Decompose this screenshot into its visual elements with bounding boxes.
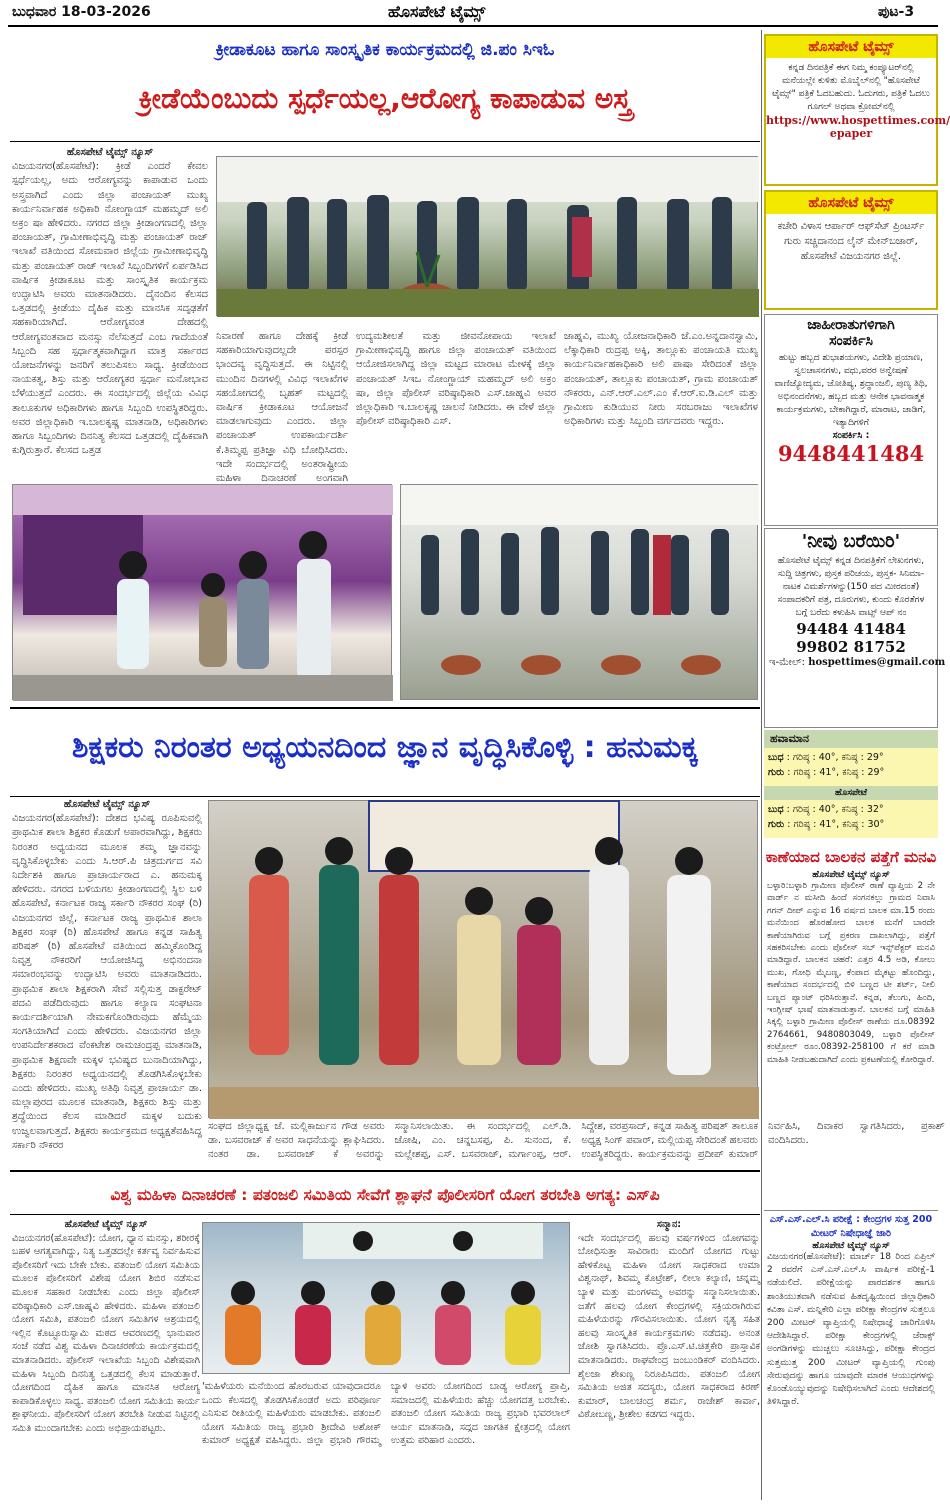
weather-row: ಬುಧ : ಗರಿಷ್ಠ : 40°, ಕನಿಷ್ಠ : 32° [768, 804, 884, 815]
masthead-rule [8, 25, 938, 27]
story1-byline: ಹೊಸಪೇಟೆ ಟೈಮ್ಸ್ ನ್ಯೂಸ್ [66, 147, 154, 158]
weather-rows [764, 748, 938, 786]
story1-headline: ಕ್ರೀಡೆಯೆಂಬುದು ಸ್ಪರ್ಧೆಯಲ್ಲ,ಆರೋಗ್ಯ ಕಾಪಾಡುವ ಅಸ್ತ್ರ [138, 82, 632, 115]
photo-felicitation-art [209, 801, 759, 1119]
you-write-box [764, 528, 946, 728]
story1-bottom-rule [10, 707, 760, 709]
you-write-phone-1[interactable]: 94484 41484 [796, 620, 906, 638]
missing-title: ಕಾಣೆಯಾದ ಬಾಲಕನ ಪತ್ತೆಗೆ ಮನವಿ [765, 848, 937, 866]
email-row [765, 656, 946, 668]
printer-box [764, 190, 938, 310]
weather-rows-2 [764, 800, 938, 838]
photo-sports-inauguration-art [217, 157, 759, 317]
paper-name: ಹೊಸಪೇಟೆ ಟೈಮ್ಸ್ [388, 2, 486, 21]
story1-headline-rule [10, 141, 760, 142]
exam-title: ಎಸ್.ಎಸ್.ಎಲ್.ಸಿ ಪರೀಕ್ಷೆ : ಕೇಂದ್ರಗಳ ಸುತ್ತ 200 ಮೀಟರ್ ನಿಷೇಧಾಜ್ಞೆ ಜಾರಿ [769, 1214, 933, 1239]
story2-caption: ಸಂಘದ ಜಿಲ್ಲಾಧ್ಯಕ್ಷ ಜೆ. ಮಲ್ಲಿಕಾರ್ಜುನ ಗೌಡ ಅವರು ಡಾ. ಬಸವರಾಜ್ ಕೆ ಅವರ ಸಾಧನೆಯನ್ನು ಶ್ಲಾಘಿಸಿದರು. ನಂತರ ಡಾ. ಬಸವರಾಜ್ ಕೆ ಅವರನ್ನು ಸನ್ಮಾನಿಸಲಾಯಿತು. ಈ ಸಂದರ್ಭದಲ್ಲಿ ಎಲ್.ಡಿ. ಜೋಷಿ, ಎಂ. ಚನ್ನಬಸಪ್ಪ, ಪಿ. ಸುನಂದ, ಕೆ. ಮಲ್ಲೇಶಪ್ಪ, ಎಸ್. ಬಸವರಾಜ್, ಮರ್ಗಾಂಪ್ಪ, ಆರ್. ಸಿದ್ದೇಶ, ವರಪ್ರಸಾದ್, ಕನ್ನಡ ಸಾಹಿತ್ಯ ಪರಿಷತ್ ತಾಲೂಕ ಅಧ್ಯಕ್ಷ ಸಿಂಗ್ ಪವಾರ್, ಮಲ್ಲಿಯಪ್ಪ ಸೇರಿದಂತೆ ಹಲವರು ಉಪಸ್ಥಿತರಿದ್ದರು. ಕಾರ್ಯಕ್ರಮವನ್ನು ಪ್ರದೀಪ್ ಕುಮಾರ್ ನಿರ್ವಹಿಸಿ, ದಿವಾಕರ ಸ್ವಾಗತಿಸಿದರು, ಪ್ರಕಾಶ್ ವಂದಿಸಿದರು. [208, 1121, 945, 1160]
missing-text: ಬಳ್ಳಾರಿ:ಬಳ್ಳಾರಿ ಗ್ರಾಮೀಣ ಪೊಲೀಸ್ ಠಾಣೆ ವ್ಯಾಪ್ತಿಯ 2 ನೇ ವಾರ್ಡ್ ನ ಮಸೀದಿ ಹಿಂದೆ ಸಂಗನಕಲ್ಲು ಗ್ರಾಮದ ನಿವಾಸಿ ಗಗನ್ ದೀಪ್ ಎನ್ನುವ 16 ವರ್ಷದ ಬಾಲಕ ಮಾ.15 ರಂದು ಮನೆಯಿಂದ ಹೊರಹೋದ ಬಾಲಕ ಮನೆಗೆ ಬಾರದೇ ಕಾಣೆಯಾಗಿರುವ ಬಗ್ಗೆ ಪ್ರಕರಣ ದಾಖಲಾಗಿದ್ದು, ಪತ್ತೆಗೆ ಸಹಕರಿಸಬೇಕು ಎಂದು ಪೊಲೀಸ್ ಸಬ್ ಇನ್ಸ್‌ಪೆಕ್ಟರ್ ಮನವಿ ಮಾಡಿದ್ದಾರೆ. ಬಾಲಕನ ಚಹರೆ: ಎತ್ತರ 4.5 ಅಡಿ, ಕೋಲು ಮುಖ, ಗೋಧಿ ಮೈಬಣ್ಣ, ಕೆಂಪಾದ ಮೈಕಟ್ಟು ಹೊಂದಿದ್ದು, ಕಾಣೆಯಾದ ಸಂದರ್ಭದಲ್ಲಿ ಬಿಳಿ ಬಣ್ಣದ ಟೀ ಶರ್ಟ್, ನೀಲಿ ಬಣ್ಣದ ಪ್ಯಾಂಟ್ ಧರಿಸಿರುತ್ತಾನೆ. ಕನ್ನಡ, ತೆಲುಗು, ಹಿಂದಿ, ಇಂಗ್ಲೀಷ್ ಭಾಷೆ ಮಾತನಾಡುತ್ತಾನೆ. ಬಾಲಕನ ಬಗ್ಗೆ ಮಾಹಿತಿ ಸಿಕ್ಕಲ್ಲಿ ಬಳ್ಳಾರಿ ಗ್ರಾಮೀಣ ಪೊಲೀಸ್ ಠಾಣೆಯ ದೂ.08392 2764661, 9480803049, ಬಳ್ಳಾರಿ ಪೊಲೀಸ್ ಕಂಟ್ರೋಲ್ ರೂಂ.08392-258100 ಗೆ ಕರೆ ಮಾಡಿ ಮಾಹಿತಿ ನೀಡಬಹುದಾಗಿದೆ ಎಂದು ಪ್ರಕಟಣೆಯಲ್ಲಿ ಕೋರಿದ್ದಾರೆ. [767, 881, 935, 1065]
photo-sports-inauguration [216, 156, 758, 316]
story3-headline: ವಿಶ್ವ ಮಹಿಳಾ ದಿನಾಚರಣೆ : ಪತಂಜಲಿ ಸಮಿತಿಯ ಸೇವೆಗೆ ಶ್ಲಾಘನೆ ಪೊಲೀಸರಿಗೆ ಯೋಗ ತರಬೇತಿ ಅಗತ್ಯ: ಎಸ್‌ಪಿ [110, 1186, 660, 1204]
sidebar-divider [761, 30, 762, 1500]
you-write-phone-2[interactable]: 99802 81752 [796, 638, 906, 656]
ads-box [764, 314, 938, 526]
weather-title: ಹವಾಮಾನ [764, 730, 938, 748]
ads-text: ಹುಟ್ಟು ಹಬ್ಬದ ಶುಭಾಶಯಗಳು, ವಿದೇಶಿ ಪ್ರಯಾಣ, ಸ್ವಲಚಾಸನಗಳು, ವಧು,ವರರ ಅನ್ವೇಷಣೆ ವಾಣಿಜ್ಯೋದ್ಯಮ, ಜೋತಿಷ್ಯ, ಶ್ರದ್ಧಾಂಜಲಿ, ಪುಣ್ಯ ತಿಥಿ, ಅಭಿನಂದನೆಗಳು, ಹಬ್ಬದ ಮತ್ತು ಆನೇಕ ಭಾವನಾತ್ಮಕ ಕಾರ್ಯಕ್ರಮಗಳು, ಬೇಕಾಗಿದ್ದಾರೆ, ಮಾರಾಟ, ಜಾಡಿಗೆ, ಇತ್ಯಾದಿಗಳಿಗೆ [774, 353, 928, 428]
story1-col4: ಜಾಹ್ನವಿ, ಮುಖ್ಯ ಯೋಜನಾಧಿಕಾರಿ ಜೆ.ಎಂ.ಅನ್ನದಾನಸ್ವಾಮಿ, ಲೆಕ್ಕಾಧಿಕಾರಿ ರುದ್ರಪ್ಪ ಅಕ್ಕಿ, ತಾಲ್ಲೂಕು ಪಂಚಾಯತಿ ಮುಖ್ಯ ಕಾರ್ಯನಿರ್ವಾಹಕಾಧಿಕಾರಿ ಅಲಿ ಪಾಷಾ ಸೇರಿದಂತೆ ಜಿಲ್ಲಾ ಪಂಚಾಯತ್, ತಾಲ್ಲೂಕು ಪಂಚಾಯತ್, ಗ್ರಾಮ ಪಂಚಾಯತ್ ನೌಕರರು, ಎನ್.ಆರ್.ಎಲ್.ಎಂ ಕೆ.ಆರ್.ಐ.ಡಿ.ಎಲ್ ಮತ್ತು ಗ್ರಾಮೀಣ ಕುಡಿಯುವ ನೀರು ಸರಬರಾಜು ಇಲಾಖೆಗಳ ಅಧಿಕಾರಿಗಳು ಮತ್ತು ಸಿಬ್ಬಂದಿ ವರ್ಗದವರು ಇದ್ದರು. [564, 331, 758, 428]
you-write-title: 'ನೀವು ಬರೆಯಿರಿ' [801, 531, 901, 552]
ads-contact-label: ಸಂಪರ್ಕಿಸಿ : [832, 430, 870, 441]
story1-col1 [12, 146, 208, 482]
photo-womens-day [202, 1222, 570, 1374]
epaper-title: ಹೊಸಪೇಟೆ ಟೈಮ್ಸ್ [766, 36, 936, 58]
story3-caption: 'ಮಹಿಳೆಯರು ಮನೆಯಿಂದ ಹೊರಬರುವ ಯಾವುದಾದರೂ ಒಂದು ಕೆಲಸದಲ್ಲಿ ತೊಡಗಿಸಿಕೊಂಡರೆ ಅದು ಪರಿಪೂರ್ಣ ಎನಿಸುವ ರೀತಿಯಲ್ಲಿ ಮಹಿಳೆಯರು ಮಾಡಬೇಕು. ಪತಂಜಲಿ ಯೋಗ ಸಮಿತಿಯ ರಾಜ್ಯ ಪ್ರಭಾರಿ ಶ್ರೀದೇವಿ ಅಶೋಕ್ ಕುಮಾರ್ ಅಧ್ಯಕ್ಷತೆ ವಹಿಸಿದ್ದರು. ಜಿಲ್ಲಾ ಪ್ರಭಾರಿ ಗೌರಮ್ಮ ಬ್ಯಾಳಿ ಅವರು ಯೋಗದಿಂದ ಬಾಡ್ಯ ಆರೋಗ್ಯ ಪ್ರಾಪ್ತಿ, ಸಮಾಜದಲ್ಲಿ ಮಹಿಳೆಯರು ಹೆಚ್ಚು ಯೋಗದತ್ತ ಬರಬೇಕು. ಪತಂಜಲಿ ಯೋಗ ಸಮಿತಿಯ ರಾಜ್ಯ ಪ್ರಭಾರಿ ಭವರಲಾಲ್ ಆರ್ಯ ಮಾತನಾಡಿ, ಸದ್ಗದ ಜಾಗತಿಕ ಕ್ಷೇತ್ರದಲ್ಲಿ ಯೋಗ ಉತ್ತಮ ಪರಿಹಾರ ಎಂದರು. [202, 1381, 570, 1447]
story2-headline-rule [10, 796, 760, 797]
printer-text: ಕಚೇರಿ ವಿಳಾಸ ಆರ್ಪಾರ್ ಆಫ್‌ಸೆಟ್ ಪ್ರಿಂಟರ್ಸ್ ಗುರು ಸಚ್ಚಿದಾನಂದ ಲೈನ್ ಮೇನ್‌ಬಜಾರ್, ಹೊಸಪೇಟೆ ವಿಜಯನಗರ ಜಿಲ್ಲೆ. [777, 221, 925, 262]
story3-col1 [12, 1218, 200, 1498]
story2-col1 [12, 798, 202, 1151]
epaper-box [764, 34, 950, 186]
story1-col1-text: ವಿಜಯನಗರ(ಹೊಸಪೇಟೆ): ಕ್ರೀಡೆ ಎಂದರೆ ಕೇವಲ ಸ್ಪರ್ಧೆಯಲ್ಲ, ಅದು ಆರೋಗ್ಯವನ್ನು ಕಾಪಾಡುವ ಒಂದು ಅಸ್ತ್ರವಾಗಿದೆ ಎಂದು ಜಿಲ್ಲಾ ಪಂಚಾಯತ್ ಮುಖ್ಯ ಕಾರ್ಯನಿರ್ವಾಹಕ ಅಧಿಕಾರಿ ನೋಂಗ್ಜಾಯ್ ಮಹಮ್ಮದ್ ಅಲಿ ಅಕ್ರಂ ಷಾ ಹೇಳಿದರು. ನಗರದ ಜಿಲ್ಲಾ ಕ್ರೀಡಾಂಗಣದಲ್ಲಿ ಜಿಲ್ಲಾ ಪಂಚಾಯತ್, ಗ್ರಾಮೀಣಾಭಿವೃದ್ಧಿ ಮತ್ಪು ಪಂಚಾಯತ್ ರಾಜ್ ಇಲಾಖೆ ವತಿಯಿಂದ ಸೋಮವಾರ ಜಿಲ್ಲೆಯ ಗ್ರಾಮೀಣಾಭಿವೃದ್ಧಿ ಮತ್ತು ಪಂಚಾಯತ್ ರಾಜ್ ಇಲಾಖೆ ಸಿಬ್ಬಂದಿಗಳಿಗೆ ಏರ್ಪಡಿಸಿದ ವಾರ್ಷಿಕ ಕ್ರೀಡಾಕೂಟ ಮತ್ತು ಸಾಂಸ್ಕೃತಿಕ ಕಾರ್ಯಕ್ರಮ ಉದ್ಘಾಟಿಸಿ ಅವರು ಮಾತನಾಡಿದರು. ದೈನಂದಿನ ಕೆಲಸದ ಒತ್ತಡದಲ್ಲಿ ಕ್ರೀಡೆಯು ದೈಹಿಕ ಮತ್ತು ಮಾನಸಿಕ ಸದೃಢತೆಗೆ ಸಹಕಾರಿಯಾಗಿದೆ. ಆರೋಗ್ಯವಂತ ದೇಹದಲ್ಲಿ ಆರೋಗ್ಯವಂತವಾದ ಮನಸ್ಸು ನೆಲೆಸುತ್ತದೆ ಎಂಬ ಗಾದೆಯಂತೆ ಸಿಬ್ಬಂದಿ ಸಹ ಸ್ಪರ್ಧಾತ್ಮಕವಾಗಿದ್ದಾಗ ಮಾತ್ರ ಸರ್ಕಾರದ ಯೋಜನೆಗಳನ್ನು ಜನರಿಗೆ ತಲುಪಿಸಲು ಸಾಧ್ಯ. ಕ್ರೀಡೆಯಿಂದ ನಾಯಕತ್ವ, ಶಿಸ್ತು ಮತ್ತು ಆರೋಗ್ಯಕರ ಸ್ಪರ್ಧಾ ಮನೋಭಾವ ಬೆಳೆಯುತ್ತದೆ ಎಂದರು. ಈ ಸಂದರ್ಭದಲ್ಲಿ ಜಿಲ್ಲೆಯ ವಿವಿಧ ತಾಲೂಕುಗಳ ಅಧಿಕಾರಿಗಳು ಹಾಗೂ ಸಿಬ್ಬಂದಿ ಉಪಸ್ಥಿತರಿದ್ದರು. ಅವರ ಜಿಲ್ಲಾಧಿಕಾರಿ ಇ.ಬಾಲಕೃಷ್ಣ ಮಾತನಾಡಿ, ಅಧಿಕಾರಿಗಳು ಹಾಗೂ ಸಿಬ್ಬಂದಿಗಳು ದಿನನಿತ್ಯ ಕೆಲಸದ ಒತ್ತಡದಲ್ಲಿ ದೈಹಿಕವಾಗಿ ಕುಗ್ಗಿರುತ್ತಾರೆ. ಕೆಲಸದ ಒತ್ತಡ [12, 161, 208, 457]
ads-phone[interactable]: 9448441484 [777, 441, 925, 466]
ads-subtitle: ಸಂಪರ್ಕಿಸಿ [829, 333, 873, 349]
weather-city: ಹೊಸಪೇಟೆ [764, 786, 938, 800]
weather-row: ಬುಧ : ಗರಿಷ್ಠ : 40°, ಕನಿಷ್ಠ : 29° [768, 752, 884, 763]
epaper-url-2[interactable]: epaper [829, 127, 873, 140]
ads-title: ಜಾಹೀರಾತುಗಳಿಗಾಗಿ [807, 317, 895, 333]
story2-bottom-rule [10, 1170, 760, 1172]
masthead [8, 0, 938, 24]
photo-womens-day-art [203, 1223, 571, 1375]
story3-headline-rule [10, 1214, 760, 1215]
story3-right-header: ಸನ್ಮಾನ: [656, 1219, 682, 1230]
email-address[interactable]: hospettimes@gmail.com [808, 657, 946, 668]
story3-byline: ಹೊಸಪೇಟೆ ಟೈಮ್ಸ್ ನ್ಯೂಸ್ [64, 1219, 148, 1230]
email-label: ಇ-ಮೇಲ್: [769, 657, 805, 668]
exam-text: ವಿಜಯನಗರ(ಹೊಸಪೇಟೆ): ಮಾರ್ಚ್ 18 ರಿಂದ ಏಪ್ರಿಲ್ 2 ರವರೆಗೆ ಎಸ್.ಎಸ್.ಎಲ್.ಸಿ ವಾರ್ಷಿಕ ಪರೀಕ್ಷೆ-1 ನಡೆಯಲಿದೆ. ಪರೀಕ್ಷೆಯನ್ನು ಪಾರದರ್ಶಕ ಹಾಗೂ ಶಾಂತಿಯುತವಾಗಿ ನಡೆಸುವ ಹಿತದೃಷ್ಟಿಯಿಂದ ಜಿಲ್ಲಾಧಿಕಾರಿ ಕವಿತಾ ಎಸ್. ಮನ್ನಿಕೇರಿ ಎಲ್ಲಾ ಪರೀಕ್ಷಾ ಕೇಂದ್ರಗಳ ಸುತ್ತಲೂ 200 ಮೀಟರ್ ವ್ಯಾಪ್ತಿಯಲ್ಲಿ ನಿಷೇಧಾಜ್ಞೆ ಜಾರಿಗೊಳಿಸಿ ಆದೇಶಿಸಿದ್ದಾರೆ. ಪರೀಕ್ಷಾ ಕೇಂದ್ರಗಳಲ್ಲಿ ಜೆರಾಕ್ಸ್ ಅಂಗಡಿಗಳನ್ನು ಮುಚ್ಚಲು ಸೂಚಿಸಿದ್ದು, ಪರೀಕ್ಷಾ ಕೇಂದ್ರದ ಸುತ್ತಮುತ್ತ 200 ಮೀಟರ್ ವ್ಯಾಪ್ತಿಯಲ್ಲಿ ಗುಂಪು ಸೇರುವುದನ್ನು ಹಾಗೂ ಯಾವುದೇ ಮಾರಕ ಆಯುಧಗಳನ್ನು ಕೊಂಡೊಯ್ಯುವುದನ್ನು ನಿಷೇಧಿಸಲಾಗಿದೆ ಎಂದು ಆದೇಶದಲ್ಲಿ ತಿಳಿಸಿದ್ದಾರೆ. [767, 1252, 935, 1408]
story3-right [578, 1218, 760, 1498]
story3-right-text: ಇದೇ ಸಂದರ್ಭದಲ್ಲಿ ಹಲವು ವರ್ಷಗಳಿಂದ ಯೋಗವನ್ನು ಬೋಧಿಸುತ್ತಾ ಸಾವಿರಾರು ಮಂದಿಗೆ ಯೋಗದ ಗುಟ್ಟು ಹೇಳಿಕೊಟ್ಟ ಮಹಿಳಾ ಯೋಗ ಸಾಧಕರಾದ ಉಮಾ ವಿಶ್ವನಾಥ್, ಶಿವಮ್ಮ ಕೊಟ್ರೇಶ್, ಲೀಲಾ ಕಲ್ಯಾಣಿ, ಚನ್ನಮ್ಮ ಬ್ಯಾಳಿ ಮತ್ತು ಮಂಗಳಮ್ಮ ಅವರನ್ನು ಸನ್ಮಾನಿಸಲಾಯಿತು. ಜತೆಗೆ ಹಲವು ಯೋಗ ಕೇಂದ್ರಗಳಲ್ಲಿ ಸಕ್ರಿಯರಾಗಿರುವ ಮಹಿಳೆಯರನ್ನು ಗೌರವಿಸಲಾಯಿತು. ಯೋಗ ನೃತ್ಯ ಸಹಿತ ಹಲವು ಸಾಂಸ್ಕೃತಿಕ ಕಾರ್ಯಕ್ರಮಗಳು ನಡೆದವು. ಅನಂತ ಜೋಶಿ ಸ್ವಾಗತಿಸಿದರು. ಪ್ರೊ.ಎಸ್.ಟಿ.ಚಿತ್ತಕೇರಿ ಪ್ರಾಸ್ತಾವಿಕ ಮಾತನಾಡಿದರು. ರಾಘವೇಂದ್ರ ಜಂಬುಂಡಿಕರ್ ವಂದಿಸಿದರು. ಶೈಲಜಾ ಶೇಖಣ್ಣ ನಿರೂಪಿಸಿದರು. ಪತಂಜಲಿ ಯೋಗ ಸಮಿತಿಯ ಅಜಿತ ಸದಸ್ಯರು, ಯೋಗ ಸಾಧಕರಾದ ಕಿರಣ್ ಕುಮಾರ್, ಬಾಲಚಂದ್ರ ಶರ್ಮ, ರಾಜೇಶ್ ಕಾರ್ವಾ, ವಿಠೋಬಣ್ಣ, ಶ್ರೀಶೇಲ ಕಡಗದ ಇದ್ದರು. [578, 1232, 760, 1421]
story2-byline: ಹೊಸಪೇಟೆ ಟೈಮ್ಸ್ ನ್ಯೂಸ್ [63, 799, 151, 810]
story2-col1-text: ವಿಜಯನಗರ(ಹೊಸಪೇಟೆ): ದೇಶದ ಭವಿಷ್ಯ ರೂಪಿಸುವಲ್ಲಿ ಪ್ರಾಥಮಿಕ ಶಾಲಾ ಶಿಕ್ಷಕರ ಕೊಡುಗೆ ಅಪಾರವಾಗಿದ್ದು, ಶಿಕ್ಷಕರು ನಿರಂತರ ಅಧ್ಯಯನದ ಮೂಲಕ ತಮ್ಮ ಜ್ಞಾನವನ್ನು ವೃದ್ಧಿಸಿಕೊಳ್ಳಬೇಕು ಎಂದು ಸಿ.ಆರ್.ಪಿ ಚಿತ್ರದುರ್ಗದ ಸವಿ ನಿರ್ದೇಶಕಿ ಹಾಗೂ ಪ್ರಾಚಾರ್ಯರಾದ ಎ. ಹನುಮಕ್ಕ ಹೇಳಿದರು. ನಗರದ ಬಳಿಯಗಲ ಕ್ರೀಡಾಂಗಣದಲ್ಲಿ ಸ್ಥಿಲ ಬಳಿ ಹೊಸಪೇಟೆ, ಕರ್ನಾಟಕ ರಾಜ್ಯ ಸರ್ಕಾರಿ ನೌಕರರ ಸಂಘ (ರಿ) ವಿಜಯನಗರ ಜಿಲ್ಲೆ, ಕರ್ನಾಟಕ ರಾಜ್ಯ ಪ್ರಾಥಮಿಕ ಶಾಲಾ ಶಿಕ್ಷಕರ ಸಂಘ (ರಿ) ಹೊಸಪೇಟೆ ಹಾಗೂ ಕನ್ನಡ ಸಾಹಿತ್ಯ ಪರಿಷತ್ (ರಿ) ಹೊಸಪೇಟೆ ವತಿಯಿಂದ ಹಮ್ಮಿಕೊಂಡಿದ್ದ ನಿವೃತ್ತ ನೌಕರರಿಗೆ ಆಯೋಜಿಸಿದ್ದ ಅಭಿನಂದನಾ ಸಮಾರಂಭವನ್ನು ಉದ್ಘಾಟಿಸಿ ಅವರು ಮಾತನಾಡಿದರು. ಪ್ರಾಥಮಿಕ ಶಾಲಾ ಶಿಕ್ಷಕರಾಗಿ ಸೇವೆ ಸಲ್ಲಿಸುತ್ತ ಡಾಕ್ಟರೇಟ್ ಪದವಿ ಪಡೆದಿರುವುದು ಹಾಗೂ ಕಲ್ಯಾಣ ಸಂಘಟನಾ ಕಾರ್ಯದರ್ಶಿಯಾಗಿ ನೇಮಕಗೊಂಡಿರುವುದು ಹೆಮ್ಮೆಯ ಸಂಗತಿಯಾಗಿದೆ ಎಂದು ಹೇಳಿದರು. ವಿಜಯನಗರ ಜಿಲ್ಲಾ ಉಪನಿರ್ದೇಶಕರಾದ ವೆಂಕಟೇಶ ರಾಮಚಂದ್ರಪ್ಪ ಮಾತನಾಡಿ, ಪ್ರಾಥಮಿಕ ಶಿಕ್ಷಣವೇ ಮಕ್ಕಳ ಭವಿಷ್ಯದ ಬುನಾದಿಯಾಗಿದ್ದು, ಶಿಕ್ಷಕರು ನಿರಂತರ ಅಧ್ಯಯನದಲ್ಲಿ ತೊಡಗಿಸಿಕೊಳ್ಳಬೇಕು ಎಂದು ಹೇಳಿದರು. ಮುಖ್ಯ ಅತಿಥಿ ನಿವೃತ್ತ ಪ್ರಾಚಾರ್ಯ ಡಾ. ಮಲ್ಲಾಪುರದ ಮೂಲಕ ಮಾತನಾಡಿ, ಶಿಕ್ಷಕರು ಶಿಸ್ತು ಮತ್ತು ಶ್ರದ್ಧೆಯಿಂದ ಕೆಲಸ ಮಾಡಿದರೆ ಮಕ್ಕಳ ಬದುಕು ಉಜ್ವಲವಾಗುತ್ತದೆ. ಶಿಕ್ಷಕರು ಕಾರ್ಯಕ್ರಮದ ಅಧ್ಯಕ್ಷತೆವಹಿಸಿದ್ದ ಸರ್ಕಾರಿ ನೌಕರರ [12, 813, 202, 1151]
photo-pledge-art [401, 485, 759, 701]
photo-sales-fair [12, 484, 392, 700]
exam-byline: ಹೊಸಪೇಟೆ ಟೈಮ್ಸ್ ನ್ಯೂಸ್ [812, 1241, 890, 1251]
story1-col2: ನಿವಾರಣೆ ಹಾಗೂ ದೇಹಕ್ಕೆ ಕ್ರೀಡೆ ಸಹಕಾರಿಯಾಗುವುದಲ್ಲದೇ ಪರಸ್ಪರ ಭಾಂದವ್ಯ ವೃದ್ಧಿಸುತ್ತದೆ. ಈ ನಿಟ್ಟಿನಲ್ಲಿ ಮುಂದಿನ ದಿನಗಳಲ್ಲಿ ವಿವಿಧ ಇಲಾಖೆಗಳ ಸಹಯೋಗದಲ್ಲಿ ಬೃಹತ್ ಮಟ್ಟದಲ್ಲಿ ವಾರ್ಷಿಕ ಕ್ರೀಡಾಕೂಟ ಆಯೋಜನೆ ಮಾಡಲಾಗುವುದು ಎಂದರು. ಜಿಲ್ಲಾ ಪಂಚಾಯತ್ ಉಪಕಾರ್ಯದರ್ಶಿ ಕೆ.ತಿಮ್ಮಪ್ಪ ಪ್ರತಿಜ್ಞಾ ವಿಧಿ ಬೋಧಿಸಿದರು. ಇದೇ ಸಂದರ್ಭದಲ್ಲಿ ಅಂತರಾಷ್ಟ್ರೀಯ ಮಹಿಳಾ ದಿನಾಚರಣೆ ಅಂಗವಾಗಿ [216, 331, 348, 485]
weather-row: ಗುರು : ಗರಿಷ್ಠ : 41°, ಕನಿಷ್ಠ : 30° [768, 819, 885, 830]
you-write-text: ಹೊಸಪೇಟೆ ಟೈಮ್ಸ್ ಕನ್ನಡ ದಿನಪತ್ರಿಕೆಗೆ ಲೇಖನಗಳು, ಸುದ್ದಿ ಚಿತ್ರಗಳು, ಪುಸ್ತಕ ಪರಿಚಯ, ಪುಸ್ತಕ- ಸಿನಿಮಾ-ನಾಟಕ ವಿಮರ್ಶೆಗಳನ್ನು(150 ಪದ ಮೀರದಂತೆ) ಸಂಪಾದಕರಿಗೆ ಪತ್ರ, ದೂರುಗಳು, ಕುಂದು ಕೊರತೆಗಳ ಬಗ್ಗೆ ಬರೆದು ಕಳುಹಿಸಿ ವಾಟ್ಸ್ ಆಪ್ ನಂ [777, 556, 925, 618]
epaper-url-1[interactable]: https://www.hospettimes.com/ [766, 114, 950, 127]
story1-col3: ಉದ್ಯಮಶೀಲತೆ ಮತ್ತು ಜೀವನೋಪಾಯ ಇಲಾಖೆ ಗ್ರಾಮೀಣಾಭಿವೃದ್ಧಿ ಹಾಗೂ ಜಿಲ್ಲಾ ಪಂಚಾಯತ್ ವತಿಯಿಂದ ಆಯೋಜಿಸಲಾಗಿದ್ದ ಜಿಲ್ಲಾ ಮಟ್ಟದ ಮಾರಾಟ ಮೇಳಕ್ಕೆ ಜಿಲ್ಲಾ ಪಂಚಾಯತ್ ಸಿಇಒ ನೋಂಗ್ಜಾಯ್ ಮಹಮ್ಮದ್ ಅಲಿ ಅಕ್ರಂ ಷಾ, ಜಿಲ್ಲಾ ಪೊಲೀಸ್ ವರಿಷ್ಠಾಧಿಕಾರಿ ಎಸ್.ಜಾಹ್ನವಿ ಅವರ ಜಿಲ್ಲಾಧಿಕಾರಿ ಇ.ಬಾಲಕೃಷ್ಣ ಚಾಲನೆ ನೀಡಿದರು. ಈ ವೇಳೆ ಜಿಲ್ಲಾ ಪೊಲೀಸ್ ವರಿಷ್ಠಾಧಿಕಾರಿ ಎಸ್. [356, 331, 556, 428]
missing-box [764, 846, 938, 1074]
missing-byline: ಹೊಸಪೇಟೆ ಟೈಮ್ಸ್ ನ್ಯೂಸ್ [812, 870, 890, 880]
epaper-text: ಕನ್ನಡ ದಿನಪತ್ರಿಕೆ ಈಗ ನಿಮ್ಮ ಕಂಪ್ಯೂಟರ್‌ನಲ್ಲಿ ಮನೆಯಲ್ಲೇ ಕುಳಿತು ಮೊಬೈಲ್‌ನಲ್ಲಿ "ಹೊಸಪೇಟೆ ಟೈಮ್ಸ್" ಪತ್ರಿಕೆ ಓದಬಹುದು. ಓದುಗರು, ಪತ್ರಿಕೆ ಓದಲು ಗೂಗಲ್ ಅಥವಾ ಕ್ರೋಮ್‌ನಲ್ಲಿ [772, 63, 930, 112]
story2-headline: ಶಿಕ್ಷಕರು ನಿರಂತರ ಅಧ್ಯಯನದಿಂದ ಜ್ಞಾನ ವೃದ್ಧಿಸಿಕೊಳ್ಳಿ : ಹನುಮಕ್ಕ [71, 730, 699, 765]
photo-pledge [400, 484, 758, 700]
story3-col1-text: ವಿಜಯನಗರ(ಹೊಸಪೇಟೆ): ಯೋಗ, ಧ್ಯಾನ ಮನಸ್ಸು, ಶರೀರಕ್ಕೆ ಬಹಳ ಆಗತ್ಯವಾಗಿದ್ದು, ನಿತ್ಯ ಒತ್ತಡದಲ್ಲೇ ಕರ್ತವ್ಯ ನಿರ್ವಹಿಸುವ ಪೊಲೀಸರಿಗೆ ಇದು ಬೇಕೇ ಬೇಕು. ಪತಂಜಲಿ ಯೋಗ ಸಮಿತಿಯ ಮೂಲಕ ಪೊಲೀಸರಿಗೆ ವಿಶೇಷ ಯೋಗ ಶಿಬಿರ ನಡೆಸುವ ಮೂಲಕ ಸಹಕಾರ ನೀಡಬೇಕು ಎಂದು ಜಿಲ್ಲಾ ಪೊಲೀಸ್ ವರಿಷ್ಠಾಧಿಕಾರಿ ಎಸ್.ಜಾಹ್ನವಿ ಹೇಳಿದರು. ಮಹಿಳಾ ಪತಂಜಲಿ ಯೋಗ ಸಮಿತಿ, ಪತಂಜಲಿ ಯೋಗ ಸಮಿತಿಗಳ ಆಶ್ರಯದಲ್ಲಿ ಇಲ್ಲಿನ ಕೊಟ್ಟೂರುಸ್ವಾಮಿ ಮಠದ ಆವರಣದಲ್ಲಿ ಭಾನುವಾರ ಸಂಜೆ ನಡೆದ ವಿಶ್ವ ಮಹಿಳಾ ದಿನಾಚರಣೆಯ ಕಾರ್ಯಕ್ರಮದಲ್ಲಿ ಮಾತನಾಡಿದರು. ಪೊಲೀಸ್ ಇಲಾಖೆಯ ಸಿಬ್ಬಂದಿ ವಿಶೇಷವಾಗಿ ಮಹಿಳಾ ಸಿಬ್ಬಂದಿ ದಿನನಿತ್ಯ ಒತ್ತಡದಲ್ಲಿ ಕೆಲಸ ಮಾಡುತ್ತಾರೆ. ಯೋಗದಿಂದ ದೈಹಿಕ ಹಾಗೂ ಮಾನಸಿಕ ಆರೋಗ್ಯ ಕಾಪಾಡಿಕೊಳ್ಳಲು ಸಾಧ್ಯ. ಪತಂಜಲಿ ಯೋಗ ಸಮಿತಿಯ ಕಾರ್ಯ ಶ್ಲಾಘನೀಯ. ಪೊಲೀಸರಿಗೆ ಯೋಗ ತರಬೇತಿ ನೀಡುವ ನಿಟ್ಟಿನಲ್ಲಿ ಸಮಿತಿ ಮುಂದಾಗಬೇಕು ಎಂದು ಅಭಿಪ್ರಾಯಪಟ್ಟರು. [12, 1232, 200, 1434]
weather-box [764, 730, 938, 842]
exam-box [764, 1210, 938, 1500]
story1-kicker: ಕ್ರೀಡಾಕೂಟ ಹಾಗೂ ಸಾಂಸ್ಕೃತಿಕ ಕಾರ್ಯಕ್ರಮದಲ್ಲಿ ಜಿ.ಪಂ ಸಿಇಓ [215, 40, 555, 60]
issue-date: ಬುಧವಾರ 18-03-2026 [12, 4, 151, 20]
photo-sales-fair-art [13, 485, 393, 701]
weather-row: ಗುರು : ಗರಿಷ್ಠ : 41°, ಕನಿಷ್ಠ : 29° [768, 767, 885, 778]
photo-felicitation [208, 800, 758, 1118]
page-number: ಪುಟ-3 [878, 4, 915, 20]
printer-title: ಹೊಸಪೇಟೆ ಟೈಮ್ಸ್ [766, 192, 936, 214]
